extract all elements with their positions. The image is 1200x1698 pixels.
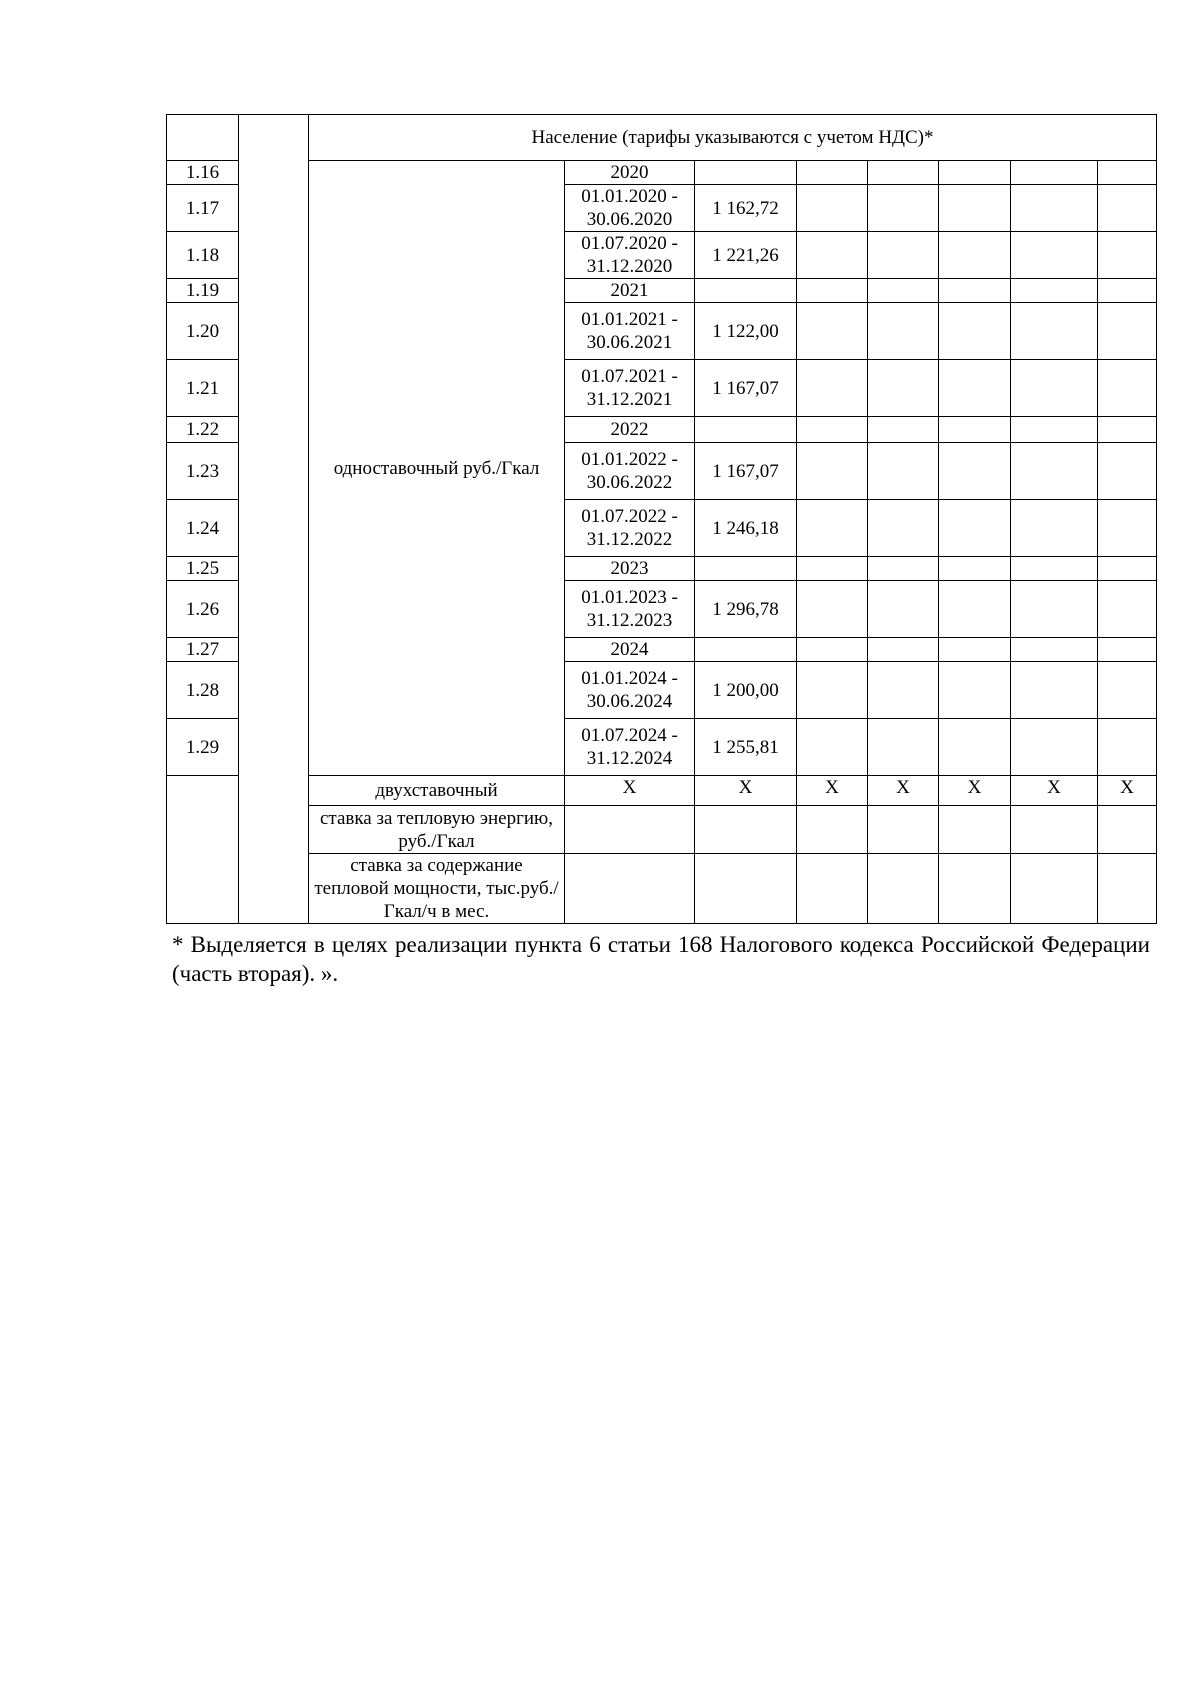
table-row — [167, 161, 1157, 185]
empty-cell — [868, 557, 939, 581]
row-number: 1.18 — [167, 232, 239, 279]
empty-cell — [868, 185, 939, 232]
empty-cell — [797, 161, 868, 185]
empty-cell — [797, 557, 868, 581]
period: 2023 — [565, 557, 695, 581]
empty-cell — [797, 581, 868, 638]
x-mark: X — [868, 776, 939, 806]
empty-cell — [1011, 854, 1098, 924]
empty-cell — [939, 500, 1011, 557]
x-mark: X — [939, 776, 1011, 806]
empty-cell — [1011, 185, 1098, 232]
period: 01.01.2020 - 30.06.2020 — [565, 185, 695, 232]
empty-cell — [1011, 638, 1098, 662]
empty-cell — [797, 500, 868, 557]
tariff-value: 1 162,72 — [695, 185, 797, 232]
empty-cell — [797, 185, 868, 232]
empty-cell — [868, 500, 939, 557]
empty-cell — [939, 719, 1011, 776]
empty-cell — [1011, 500, 1098, 557]
empty-cell — [939, 161, 1011, 185]
row-number: 1.22 — [167, 417, 239, 443]
rate-capacity-row-label: ставка за содержание тепловой мощности, тыс.руб./Гкал/ч в мес. — [309, 854, 565, 924]
row-number: 1.27 — [167, 638, 239, 662]
period: 2024 — [565, 638, 695, 662]
merged-blank-column — [239, 115, 309, 924]
empty-cell — [1011, 279, 1098, 303]
empty-cell — [1098, 185, 1157, 232]
empty-cell — [1098, 232, 1157, 279]
cell — [167, 115, 239, 161]
row-number: 1.26 — [167, 581, 239, 638]
empty-cell — [565, 806, 695, 854]
empty-cell — [1098, 279, 1157, 303]
empty-cell — [1098, 557, 1157, 581]
period: 01.07.2020 - 31.12.2020 — [565, 232, 695, 279]
rate-capacity-row — [167, 854, 1157, 924]
tariff-table — [166, 114, 1157, 924]
empty-cell — [797, 806, 868, 854]
tariff-value — [695, 161, 797, 185]
empty-cell — [939, 443, 1011, 500]
empty-cell — [868, 581, 939, 638]
empty-cell — [868, 662, 939, 719]
empty-cell — [1098, 500, 1157, 557]
tariff-value — [695, 557, 797, 581]
empty-cell — [868, 232, 939, 279]
period: 2022 — [565, 417, 695, 443]
empty-cell — [1011, 161, 1098, 185]
row-number: 1.25 — [167, 557, 239, 581]
period: 01.01.2023 - 31.12.2023 — [565, 581, 695, 638]
empty-cell — [1011, 719, 1098, 776]
footnote: * Выделяется в целях реализации пункта 6 статьи 168 Налогового кодекса Российской Федерации (часть вторая). ». — [172, 932, 1150, 986]
header-row — [167, 115, 1157, 161]
cell — [167, 776, 239, 924]
period: 01.07.2021 - 31.12.2021 — [565, 360, 695, 417]
row-number: 1.24 — [167, 500, 239, 557]
empty-cell — [1011, 581, 1098, 638]
period: 01.01.2021 - 30.06.2021 — [565, 303, 695, 360]
period: 01.01.2024 - 30.06.2024 — [565, 662, 695, 719]
table-header: Население (тарифы указываются с учетом НДС)* — [309, 115, 1157, 161]
empty-cell — [1098, 417, 1157, 443]
empty-cell — [1098, 303, 1157, 360]
tariff-value: 1 167,07 — [695, 443, 797, 500]
empty-cell — [939, 854, 1011, 924]
empty-cell — [1098, 581, 1157, 638]
tariff-value: 1 246,18 — [695, 500, 797, 557]
rate-energy-row — [167, 806, 1157, 854]
tariff-value: 1 255,81 — [695, 719, 797, 776]
period: 01.01.2022 - 30.06.2022 — [565, 443, 695, 500]
empty-cell — [1011, 806, 1098, 854]
row-number: 1.17 — [167, 185, 239, 232]
period: 01.07.2024 - 31.12.2024 — [565, 719, 695, 776]
empty-cell — [868, 417, 939, 443]
two-part-label: двухставочный — [309, 776, 565, 806]
empty-cell — [1011, 417, 1098, 443]
empty-cell — [939, 638, 1011, 662]
empty-cell — [868, 719, 939, 776]
empty-cell — [1011, 303, 1098, 360]
empty-cell — [565, 854, 695, 924]
row-number: 1.19 — [167, 279, 239, 303]
empty-cell — [868, 360, 939, 417]
period: 01.07.2022 - 31.12.2022 — [565, 500, 695, 557]
empty-cell — [1098, 662, 1157, 719]
empty-cell — [797, 854, 868, 924]
empty-cell — [1098, 806, 1157, 854]
tariff-value: 1 296,78 — [695, 581, 797, 638]
row-number: 1.21 — [167, 360, 239, 417]
empty-cell — [797, 360, 868, 417]
empty-cell — [868, 854, 939, 924]
empty-cell — [868, 638, 939, 662]
row-number: 1.16 — [167, 161, 239, 185]
empty-cell — [868, 303, 939, 360]
empty-cell — [939, 279, 1011, 303]
empty-cell — [797, 417, 868, 443]
empty-cell — [797, 443, 868, 500]
x-mark: X — [1011, 776, 1098, 806]
empty-cell — [868, 806, 939, 854]
empty-cell — [1098, 854, 1157, 924]
tariff-value — [695, 638, 797, 662]
empty-cell — [1098, 161, 1157, 185]
empty-cell — [1011, 443, 1098, 500]
empty-cell — [797, 638, 868, 662]
empty-cell — [939, 303, 1011, 360]
empty-cell — [1098, 638, 1157, 662]
empty-cell — [868, 161, 939, 185]
row-number: 1.29 — [167, 719, 239, 776]
empty-cell — [939, 581, 1011, 638]
x-mark: X — [797, 776, 868, 806]
tariff-value — [695, 417, 797, 443]
table-body — [167, 115, 1157, 924]
tariff-value: 1 200,00 — [695, 662, 797, 719]
period: 2021 — [565, 279, 695, 303]
empty-cell — [868, 279, 939, 303]
empty-cell — [797, 279, 868, 303]
empty-cell — [695, 806, 797, 854]
empty-cell — [695, 854, 797, 924]
row-number: 1.28 — [167, 662, 239, 719]
empty-cell — [1098, 443, 1157, 500]
empty-cell — [939, 360, 1011, 417]
empty-cell — [939, 806, 1011, 854]
empty-cell — [1098, 719, 1157, 776]
empty-cell — [1011, 232, 1098, 279]
empty-cell — [1011, 360, 1098, 417]
empty-cell — [797, 232, 868, 279]
row-number: 1.23 — [167, 443, 239, 500]
empty-cell — [939, 185, 1011, 232]
period: 2020 — [565, 161, 695, 185]
empty-cell — [797, 719, 868, 776]
x-mark: X — [1098, 776, 1157, 806]
empty-cell — [797, 662, 868, 719]
group-label: одноставочный руб./Гкал — [309, 161, 565, 776]
tariff-value — [695, 279, 797, 303]
empty-cell — [1011, 662, 1098, 719]
x-mark: X — [695, 776, 797, 806]
tariff-value: 1 221,26 — [695, 232, 797, 279]
empty-cell — [1098, 360, 1157, 417]
rate-energy-row-label: ставка за тепловую энергию, руб./Гкал — [309, 806, 565, 854]
empty-cell — [1011, 557, 1098, 581]
tariff-value: 1 122,00 — [695, 303, 797, 360]
x-mark: X — [565, 776, 695, 806]
empty-cell — [797, 303, 868, 360]
row-number: 1.20 — [167, 303, 239, 360]
two-part-row — [167, 776, 1157, 806]
empty-cell — [939, 232, 1011, 279]
empty-cell — [939, 417, 1011, 443]
empty-cell — [868, 443, 939, 500]
tariff-value: 1 167,07 — [695, 360, 797, 417]
empty-cell — [939, 662, 1011, 719]
empty-cell — [939, 557, 1011, 581]
